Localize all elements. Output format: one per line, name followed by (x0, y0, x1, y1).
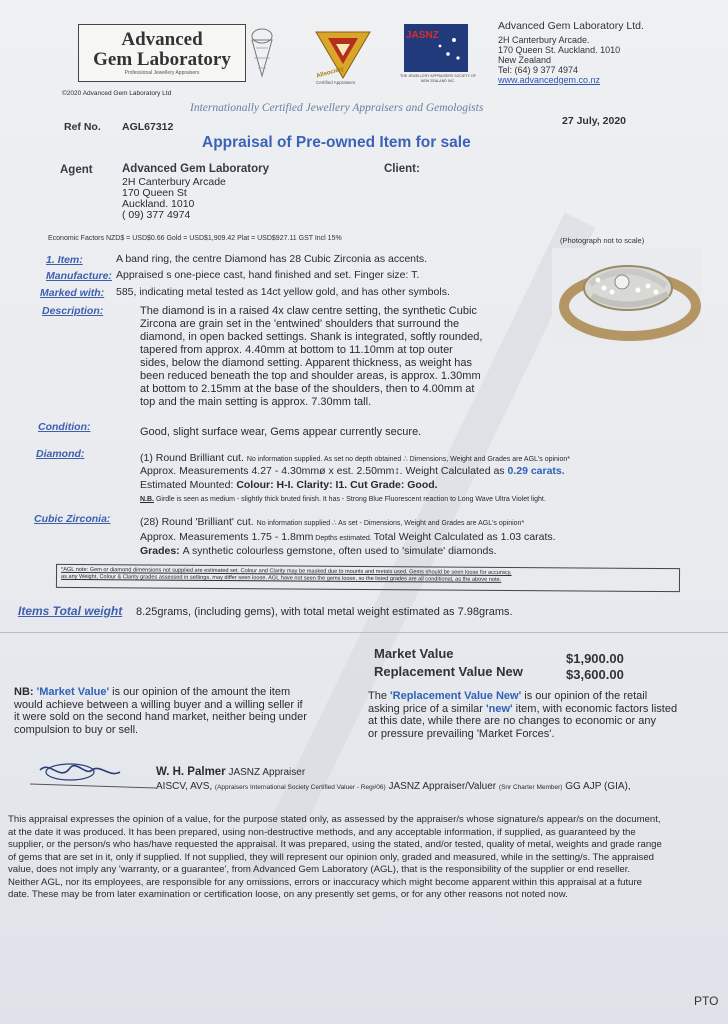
description-text (140, 305, 540, 409)
signature-credentials (156, 781, 631, 792)
company-name: Advanced Gem Laboratory Ltd. (498, 20, 644, 32)
item-text: A band ring, the centre Diamond has 28 Cubic Zirconia as accents. (116, 253, 428, 265)
cz-cut: (28) Round 'Brilliant' cut. (140, 516, 254, 528)
cz-line1 (140, 516, 524, 528)
cz-line3 (140, 545, 497, 557)
allsociety-text: Allsociety (315, 66, 345, 80)
jasnz-text: JASNZ (406, 30, 439, 41)
cred-b: (Appraisers International Society Certified Valuer - Reg#06) (214, 784, 386, 791)
description-line: sides, below the diamond setting. Apparent thickness, as weight has (140, 357, 473, 369)
logo-line1: Advanced (121, 29, 203, 50)
cred-a: AISCV, AVS, (156, 781, 215, 792)
cred-c: JASNZ Appraiser/Valuer (385, 781, 499, 792)
items-total-label: Items Total weight (18, 604, 123, 618)
nb-line3: it were sold on the second hand market, neither being under (14, 711, 307, 723)
disclaimer-line: date. These may be from later examination or certification loose, on any presently set gems, or for any other reasons not noted now. (8, 889, 568, 900)
cz-depths: Depths estimated. (313, 535, 374, 542)
nb-term: 'Market Value' (36, 686, 110, 698)
agl-note-box (56, 564, 680, 592)
manufacture-text: Appraised s one-piece cast, hand finished and set. Finger size: T. (116, 269, 420, 281)
disclaimer-line: supplier, or the person/s who has/have requested the appraisal. It was prepared, using the stated, and/or tested, quality of metal, weights and grade range (8, 839, 662, 850)
description-line: top and the main setting is approx. 7.30mm tall. (140, 396, 372, 408)
nb-label: N.B. (140, 496, 154, 503)
company-addr2: 170 Queen St. Auckland. 1010 (498, 45, 621, 55)
page-title: Appraisal of Pre-owned Item for sale (202, 134, 471, 151)
diamond-line3 (140, 479, 438, 491)
agent-addr2: 170 Queen St (122, 187, 187, 199)
diamond-estimated-label: Estimated Mounted: (140, 479, 237, 491)
appraisal-date: 27 July, 2020 (562, 115, 627, 127)
agl-note-line2: as any Weight, Colour & Clarity grades assessed in settings, may differ seen loose. AGL have not seen the gems loose, so the listed grades are all conditional, as the above note. (60, 573, 502, 583)
item-label: 1. Item: (46, 254, 83, 266)
diamond-girdle-note: Girdle is seen as medium - slightly thick bruted finish. It has - Strong Blue Fluorescent reaction to Long Wave Ultra Violet light. (154, 496, 546, 503)
divider (0, 632, 728, 633)
diamond-grades: Colour: H-I. Clarity: I1. Cut Grade: Good. (236, 479, 438, 491)
company-website-link[interactable]: www.advancedgem.co.nz (498, 75, 601, 85)
nb-prefix: NB: (14, 686, 37, 698)
description-line: tapered from approx. 4.40mm at bottom to 11.10mm at top outer (140, 344, 453, 356)
agent-addr3: Auckland. 1010 (122, 198, 195, 210)
repl-line3: at this date, while there are no changes to economic or any (368, 715, 657, 727)
diamond-line1 (140, 452, 570, 464)
signature-name-line (156, 766, 305, 778)
repl-line2a: asking price of a similar (368, 702, 486, 715)
appraiser-name: W. H. Palmer (156, 766, 226, 778)
tagline: Internationally Certified Jewellery Appraisers and Gemologists (190, 102, 484, 114)
ref-value: AGL67312 (122, 121, 174, 133)
replacement-value: $3,600.00 (566, 667, 624, 682)
marked-text: 585, indicating metal tested as 14ct yellow gold, and has other symbols. (116, 286, 450, 298)
agent-addr1: 2H Canterbury Arcade (122, 176, 226, 188)
logo-line2: Gem Laboratory (93, 49, 231, 70)
repl-line4: or pressure prevailing 'Market Forces'. (368, 727, 555, 740)
company-addr1: 2H Canterbury Arcade. (498, 35, 590, 45)
handwritten-signature (30, 756, 156, 796)
cz-measurements: Approx. Measurements 1.75 - 1.8mm (140, 531, 314, 543)
replacement-value-label: Replacement Value New (374, 664, 523, 679)
disclaimer-line: Neither AGL, nor its employees, are responsible for any omissions, errors or inaccuracy which might become apparent within this appraisal at a future (8, 876, 643, 888)
cred-d: (Snr Charter Member) (498, 784, 563, 791)
repl-prefix: The (368, 690, 391, 702)
market-value: $1,900.00 (566, 651, 624, 666)
cz-grades-label: Grades: (140, 545, 183, 557)
marked-label: Marked with: (40, 287, 105, 299)
agent-label: Agent (60, 164, 93, 176)
diamond-icon (248, 26, 276, 80)
disclaimer-line: value, does not imply any 'warranty, or a guarantee', from Advanced Gem Laboratory (AGL), that is the responsibility of the supplier or end reseller. (8, 864, 631, 875)
cz-grades-text: A synthetic colourless gemstone, often used to 'simulate' diamonds. (182, 545, 497, 557)
description-line: Zircona are grain set in the 'entwined' shoulders that surround the (140, 318, 460, 330)
pto-label: PTO (694, 994, 719, 1008)
disclaimer-line: at the date it was produced. It has been prepared, using non-destructive methods, and any acceptable information, if supplied, as guaranteed by the (8, 826, 636, 838)
company-tel: Tel: (64) 9 377 4974 (498, 65, 579, 75)
diamond-note: No information supplied. As set no depth obtained ∴ Dimensions, Weight and Grades are AGL's opinion* (246, 456, 570, 463)
nb-line2: would achieve between a willing buyer and a willing seller if (14, 698, 303, 711)
condition-text: Good, slight surface wear, Gems appear currently secure. (140, 426, 422, 438)
market-value-label: Market Value (374, 646, 454, 661)
photo-note: (Photograph not to scale) (560, 236, 645, 245)
disclaimer-line: of gems that are set in it, only if supplied. If not supplied, they will represent our opinion only, graded and measured, while in the setting/s. The appraised (8, 851, 654, 863)
logo-tagline: Professional Jewellery Appraisers (124, 70, 200, 76)
ref-label: Ref No. (64, 121, 101, 133)
replacement-value-note (368, 690, 708, 740)
diamond-weight: 0.29 carats. (507, 465, 565, 477)
diamond-line2 (140, 465, 565, 477)
disclaimer-line: This appraisal expresses the opinion of a value, for the purpose stated only, as assessed by the appraiser/s whose signature/s appear/s on the document, (8, 814, 661, 825)
description-line: at bottom to 2.15mm at the base of the shoulders, then to 4.00mm at (140, 383, 475, 395)
repl-term: 'Replacement Value New' (390, 690, 522, 702)
condition-label: Condition: (38, 421, 91, 433)
cred-e: GG AJP (GIA), (562, 781, 631, 792)
company-addr3: New Zealand (498, 55, 552, 65)
nb-rest: is our opinion of the amount the item (109, 686, 291, 698)
ring-photograph (552, 248, 702, 344)
cz-weight: Total Weight Calculated as 1.03 carats. (373, 531, 556, 543)
cz-label: Cubic Zirconia: (34, 513, 111, 525)
diamond-measurements: Approx. Measurements 4.27 - 4.30mmø x est. 2.50mm↕. Weight Calculated as (140, 465, 508, 477)
jasnz-sub: THE JEWELLERY APPRAISERS SOCIETY OF NEW ZEALAND INC. (400, 74, 476, 83)
client-label: Client: (384, 163, 420, 175)
repl-rest: is our opinion of the retail (521, 690, 648, 702)
repl-line2c: item, with economic factors listed (512, 702, 678, 715)
description-line: been reduced beneath the top and shoulder areas, is approx. 1.30mm (140, 370, 481, 382)
copyright: ©2020 Advanced Gem Laboratory Ltd (62, 90, 172, 97)
economic-factors: Economic Factors NZD$ = USD$0.66 Gold = USD$1,909.42 Plat = USD$927.11 GST Incl 15% (48, 235, 342, 242)
description-line: The diamond is in a raised 4x claw centre setting, the synthetic Cubic (140, 305, 477, 317)
repl-new: 'new' (486, 702, 513, 715)
diamond-label: Diamond: (36, 448, 85, 460)
description-label: Description: (42, 305, 104, 317)
cz-line2 (140, 531, 556, 543)
disclaimer (8, 814, 728, 902)
agent-phone: ( 09) 377 4974 (122, 209, 191, 221)
diamond-line4 (140, 496, 546, 503)
appraiser-title: JASNZ Appraiser (225, 767, 306, 778)
items-total-text: 8.25grams, (including gems), with total metal weight estimated as 7.98grams. (136, 606, 513, 618)
description-line: diamond, in open backed settings. Shank is integrated, softly rounded, (140, 331, 483, 343)
agl-note-line1: *AGL note: Gem or diamond dimensions not supplied are estimated set. Colour and Clarity may be masked due to mounts and metals used. Gems should be seen loose for accuracy, (61, 566, 512, 577)
cz-note: No information supplied ∴ As set - Dimensions, Weight and Grades are AGL's opinion* (256, 520, 525, 527)
company-logo (78, 24, 246, 82)
manufacture-label: Manufacture: (46, 270, 112, 282)
allsociety-sub: Certified Appraisers (316, 80, 356, 85)
diamond-cut: (1) Round Brilliant cut. (140, 452, 244, 464)
agent-name: Advanced Gem Laboratory (122, 163, 269, 175)
market-value-note (14, 686, 344, 736)
nb-line4: compulsion to buy or sell. (14, 723, 139, 736)
